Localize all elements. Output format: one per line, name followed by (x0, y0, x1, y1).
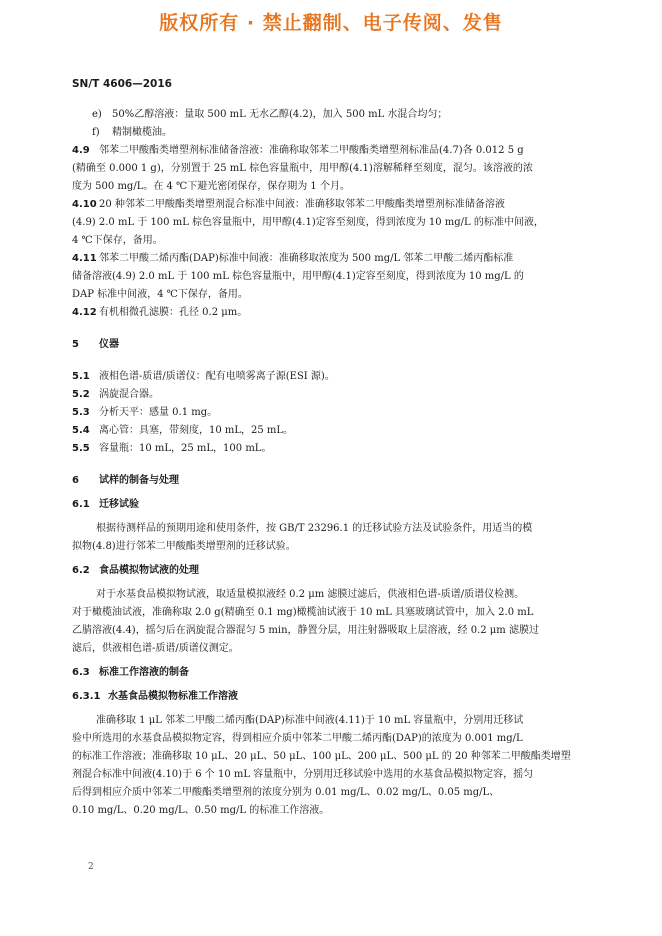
paragraph-text: 验中所选用的水基食品模拟物定容，得到相应介质中邻苯二甲酸二烯丙酯(DAP)的浓度为 0.001 mg/L (72, 733, 523, 744)
clause-text: 邻苯二甲酸二烯丙酯(DAP)标准中间液：准确移取浓度为 500 mg/L 邻苯二甲酸二烯丙酯标准 (99, 253, 514, 264)
subsection-number: 6.3.1 (72, 691, 101, 702)
subsection-number: 6.1 (72, 499, 90, 510)
section-number: 5 (72, 339, 79, 350)
clause-number: 5.2 (72, 389, 90, 400)
subsection-number: 6.3 (72, 667, 90, 678)
clause-5-1 (72, 368, 612, 386)
clause-text: (精确至 0.000 1 g)，分别置于 25 mL 棕色容量瓶中，用甲醇(4.1)溶解稀释至刻度，混匀。该溶液的浓 (72, 163, 533, 174)
clause-number: 5.3 (72, 407, 90, 418)
clause-text: (4.9) 2.0 mL 于 100 mL 棕色容量瓶中，用甲醇(4.1)定容至刻度，得到浓度为 10 mg/L 的标准中间液， (72, 217, 544, 228)
subsection-title: 迁移试验 (99, 499, 139, 510)
clause-text: 有机相微孔滤膜：孔径 0.2 μm。 (99, 307, 248, 318)
subsection-heading-6-3-1 (72, 688, 612, 706)
clause-text: 液相色谱-质谱/质谱仪：配有电喷雾离子源(ESI 源)。 (99, 371, 335, 382)
paragraph-text: 准确移取 1 μL 邻苯二甲酸二烯丙酯(DAP)标准中间液(4.11)于 10 mL 容量瓶中，分别用迁移试 (96, 715, 524, 726)
paragraph-text: 后得到相应介质中邻苯二甲酸酯类增塑剂的浓度分别为 0.01 mg/L、0.02 mg/L、0.05 mg/L、 (72, 787, 500, 798)
clause-4-10 (72, 196, 612, 214)
clause-4-9 (72, 142, 612, 160)
subsection-heading-6-1 (72, 496, 612, 514)
subsection-heading-6-3 (72, 664, 612, 682)
subsection-number: 6.2 (72, 565, 90, 576)
page-number: 2 (88, 862, 94, 872)
watermark: 版权所有 · 禁止翻制、电子传阅、发售 (159, 12, 503, 34)
section-title: 试样的制备与处理 (99, 475, 179, 486)
clause-5-5 (72, 440, 612, 458)
section-heading-5 (72, 336, 612, 354)
subsection-title: 食品模拟物试液的处理 (99, 565, 199, 576)
paragraph-text: 根据待测样品的预期用途和使用条件，按 GB/T 23296.1 的迁移试验方法及试验条件，用适当的模 (96, 523, 533, 534)
clause-text: 度为 500 mg/L。在 4 ℃下避光密闭保存，保存期为 1 个月。 (72, 181, 350, 192)
clause-number: 4.10 (72, 199, 97, 210)
list-item-e (72, 106, 612, 124)
clause-4-12 (72, 304, 612, 322)
subsection-heading-6-2 (72, 562, 612, 580)
subsection-title: 水基食品模拟物标准工作溶液 (108, 691, 238, 702)
list-label: e) (92, 109, 102, 120)
clause-text: 分析天平：感量 0.1 mg。 (99, 407, 218, 418)
paragraph-text: 对于水基食品模拟物试液，取适量模拟液经 0.2 μm 滤膜过滤后，供液相色谱-质谱/质谱仪检测。 (96, 589, 525, 600)
standard-code: SN/T 4606—2016 (72, 78, 172, 90)
clause-text: 储备溶液(4.9) 2.0 mL 于 100 mL 棕色容量瓶中，用甲醇(4.1)定容至刻度，得到浓度为 10 mg/L 的 (72, 271, 524, 282)
paragraph-text: 的标准工作溶液；准确移取 10 μL、20 μL、50 μL、100 μL、200 μL、500 μL 的 20 种邻苯二甲酸酯类增塑 (72, 751, 571, 762)
clause-number: 5.4 (72, 425, 90, 436)
clause-5-2 (72, 386, 612, 404)
paragraph-text: 乙腈溶液(4.4)，摇匀后在涡旋混合器混匀 5 min，静置分层，用注射器吸取上层溶液，经 0.2 μm 滤膜过 (72, 625, 539, 636)
list-label: f) (92, 127, 100, 138)
clause-text: 20 种邻苯二甲酸酯类增塑剂混合标准中间液：准确移取邻苯二甲酸酯类增塑剂标准储备溶液 (99, 199, 505, 210)
list-item-f (72, 124, 612, 142)
clause-number: 5.1 (72, 371, 90, 382)
clause-text: 4 ℃下保存，备用。 (72, 235, 163, 246)
list-text: 50%乙醇溶液：量取 500 mL 无水乙醇(4.2)，加入 500 mL 水混合均匀； (112, 109, 448, 120)
list-text: 精制橄榄油。 (112, 127, 172, 138)
clause-5-4 (72, 422, 612, 440)
clause-text: 涡旋混合器。 (99, 389, 159, 400)
paragraph-text: 对于橄榄油试液，准确称取 2.0 g(精确至 0.1 mg)橄榄油试液于 10 mL 具塞玻璃试管中，加入 2.0 mL (72, 607, 534, 618)
clause-text: DAP 标准中间液，4 ℃下保存，备用。 (72, 289, 248, 300)
paragraph-text: 0.10 mg/L、0.20 mg/L、0.50 mg/L 的标准工作溶液。 (72, 805, 330, 816)
paragraph-text: 滤后，供液相色谱-质谱/质谱仪测定。 (72, 643, 239, 654)
clause-text: 容量瓶：10 mL，25 mL，100 mL。 (99, 443, 272, 454)
paragraph-text: 剂混合标准中间液(4.10)于 6 个 10 mL 容量瓶中，分别用迁移试验中选用的水基食品模拟物定容，摇匀 (72, 769, 534, 780)
section-title: 仪器 (99, 339, 119, 350)
document-body (72, 106, 612, 820)
clause-number: 4.12 (72, 307, 97, 318)
section-number: 6 (72, 475, 79, 486)
clause-number: 4.9 (72, 145, 90, 156)
subsection-title: 标准工作溶液的制备 (99, 667, 189, 678)
clause-5-3 (72, 404, 612, 422)
clause-text: 邻苯二甲酸酯类增塑剂标准储备溶液：准确称取邻苯二甲酸酯类增塑剂标准品(4.7)各 0.012 5 g (99, 145, 524, 156)
clause-number: 4.11 (72, 253, 97, 264)
paragraph-text: 拟物(4.8)进行邻苯二甲酸酯类增塑剂的迁移试验。 (72, 541, 296, 552)
section-heading-6 (72, 472, 612, 490)
clause-number: 5.5 (72, 443, 90, 454)
clause-text: 离心管：具塞，带刻度，10 mL，25 mL。 (99, 425, 294, 436)
clause-4-11 (72, 250, 612, 268)
